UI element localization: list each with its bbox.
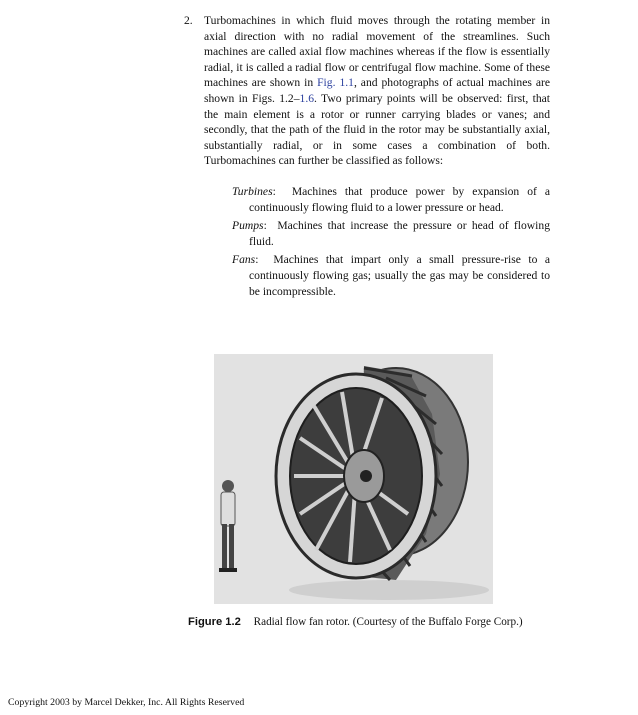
fan-rotor-illustration bbox=[214, 354, 493, 604]
term-turbines: Turbines bbox=[232, 185, 273, 198]
item-text-part-1: Turbomachines in which fluid moves through the rotating member in axial direction with no radial movement of the streamlines. Such machines are called axial flow machines whereas if the flow is essentially radial, it is called a radial flow or centrifugal flow machine. Some of these machines are shown in bbox=[204, 14, 550, 90]
term-pumps: Pumps bbox=[232, 219, 264, 233]
item-number: 2. bbox=[184, 14, 193, 27]
figure-link-1-6[interactable]: 1.6 bbox=[299, 91, 315, 105]
term-fans: Fans bbox=[232, 253, 256, 267]
term-separator: : bbox=[272, 185, 276, 198]
item-paragraph bbox=[204, 13, 550, 169]
numbered-item bbox=[184, 13, 550, 169]
definition-turbines bbox=[232, 184, 550, 215]
figure-caption-text: Radial flow fan rotor. (Courtesy of the Buffalo Forge Corp.) bbox=[253, 616, 523, 628]
figure-link-1-1[interactable]: Fig. 1.1 bbox=[317, 76, 354, 90]
copyright-notice: Copyright 2003 by Marcel Dekker, Inc. All Rights Reserved bbox=[8, 697, 245, 708]
term-separator: : bbox=[255, 253, 259, 267]
item-text-part-3: . Two primary points will be observed: first, that the main element is a rotor or runner carrying blades or vanes; and secondly, that the path of the fluid in the rotor may be substantially axial, substantially radial, or in some cases a combination of both. Turbomachines can further be classified as follows: bbox=[204, 91, 551, 168]
term-separator: : bbox=[263, 219, 267, 233]
figure-caption bbox=[188, 616, 523, 628]
definition-text-turbines: Machines that produce power by expansion of a continuously flowing fluid to a lower pressure or head. bbox=[249, 185, 550, 214]
item-text-part-2: , and photographs of actual machines are shown in Figs. 1.2– bbox=[204, 76, 550, 105]
fan-rotor-photograph bbox=[214, 354, 493, 604]
definition-pumps bbox=[232, 218, 550, 249]
classification-list bbox=[232, 184, 550, 302]
figure-label: Figure 1.2 bbox=[188, 616, 241, 628]
definition-text-fans: Machines that impart only a small pressure-rise to a continuously flowing gas; usually the gas may be considered to be incompressible. bbox=[249, 253, 550, 298]
definition-fans bbox=[232, 252, 550, 299]
definition-text-pumps: Machines that increase the pressure or head of flowing fluid. bbox=[249, 219, 550, 248]
